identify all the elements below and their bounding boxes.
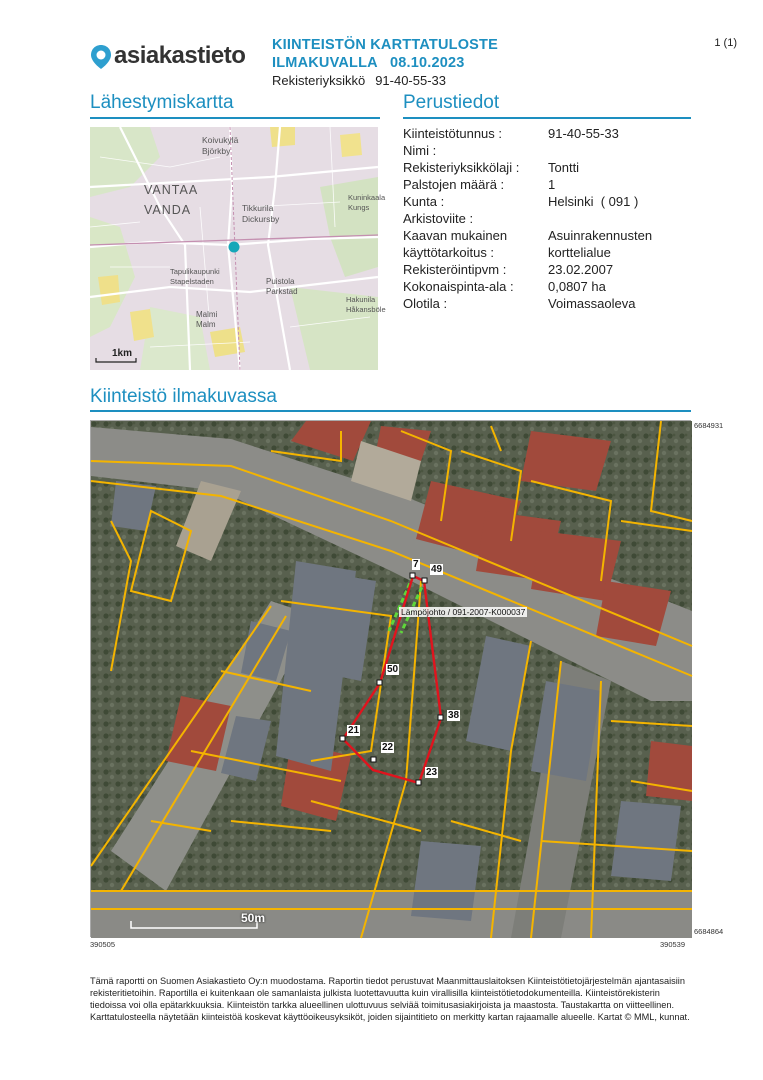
aerial-rule	[90, 410, 691, 412]
place-kuninkaala: Kuninkaala	[348, 193, 386, 202]
place-tapulikaupunki: Tapulikaupunki	[170, 267, 220, 276]
report-title	[272, 36, 498, 72]
point-label-21: 21	[348, 725, 360, 736]
coord-bottom-right-x: 390539	[660, 940, 686, 949]
place-bjorkby: Björkby	[202, 146, 231, 156]
place-parkstad: Parkstad	[266, 287, 298, 296]
approach-map-graphic	[90, 127, 386, 370]
aerial-title: Kiinteistö ilmakuvassa	[90, 386, 277, 407]
place-hakunila: Hakunila	[346, 295, 376, 304]
coord-bottom-left: 390505	[90, 940, 116, 949]
easement-label: Lämpöjohto / 091-2007-K000037	[401, 607, 526, 617]
logo-text: asiakastieto	[114, 42, 246, 69]
approach-map-title: Lähestymiskartta	[90, 92, 234, 113]
place-kungs: Kungs	[348, 203, 370, 212]
place-koivukyla: Koivukylä	[202, 135, 239, 145]
point-label-49: 49	[431, 564, 443, 575]
point-label-23: 23	[426, 767, 438, 778]
report-title-line2: ILMAKUVALLA 08.10.2023	[272, 55, 465, 71]
coord-bottom-right: 6684864	[694, 927, 724, 936]
coord-top-right: 6684931	[694, 421, 724, 430]
place-vantaa: VANTAA	[144, 183, 199, 197]
page-number: 1 (1)	[714, 37, 737, 49]
point-label-22: 22	[382, 742, 394, 753]
place-vanda: VANDA	[144, 203, 192, 217]
logo	[90, 42, 260, 72]
place-dickursby: Dickursby	[242, 214, 280, 224]
place-stapelstaden: Stapelstaden	[170, 277, 214, 286]
place-tikkurila: Tikkurila	[242, 203, 274, 213]
footer-disclaimer: Tämä raportti on Suomen Asiakastieto Oy:n muodostama. Raportin tiedot perustuvat Maanmittauslaitoksen Kiinteistötietojärjestelmän ajantasaisiin rekisteritietoihin. Raportilla ei kuitenkaan ole samanlaista julkista luotettavuutta kuin virallisilla kiinteistötietodokumenteilla. Kiinteistörekisterin tiedoissa voi olla epätarkkuuksia. Kiinteistön tarkka alueellinen ulottuvuus selviää toimitusasiakirjoista ja maastosta. Taustakartta on viitteellinen. Karttatulosteella näytetään kiinteistöä koskevat käyttöoikeusyksiköt, joiden sijaintitieto on merkitty kartan rajaamalle alueelle. Kartat © MML, kunnat.	[90, 976, 690, 1022]
aerial-map[interactable]	[90, 420, 691, 937]
place-malm: Malm	[196, 320, 216, 329]
approach-map-scale-label: 1km	[112, 348, 133, 359]
registry-unit	[272, 73, 446, 88]
approach-map[interactable]	[90, 127, 386, 370]
report-title-line1: KIINTEISTÖN KARTTATULOSTE	[272, 37, 498, 53]
registry-unit-label: Rekisteriyksikkö	[272, 73, 366, 88]
basic-info-rule	[403, 117, 691, 119]
point-label-50: 50	[387, 664, 399, 675]
place-malmi: Malmi	[196, 310, 218, 319]
point-label-7: 7	[413, 559, 419, 570]
aerial-scale-label: 50m	[241, 911, 266, 925]
point-label-38: 38	[448, 710, 460, 721]
approach-map-rule	[90, 117, 380, 119]
aerial-map-graphic	[91, 421, 692, 938]
location-pin-icon	[90, 44, 112, 70]
registry-unit-value: 91-40-55-33	[375, 73, 447, 88]
basic-info-title: Perustiedot	[403, 92, 500, 113]
place-puistola: Puistola	[266, 277, 295, 286]
place-hakansbole: Håkansböle	[346, 305, 386, 314]
